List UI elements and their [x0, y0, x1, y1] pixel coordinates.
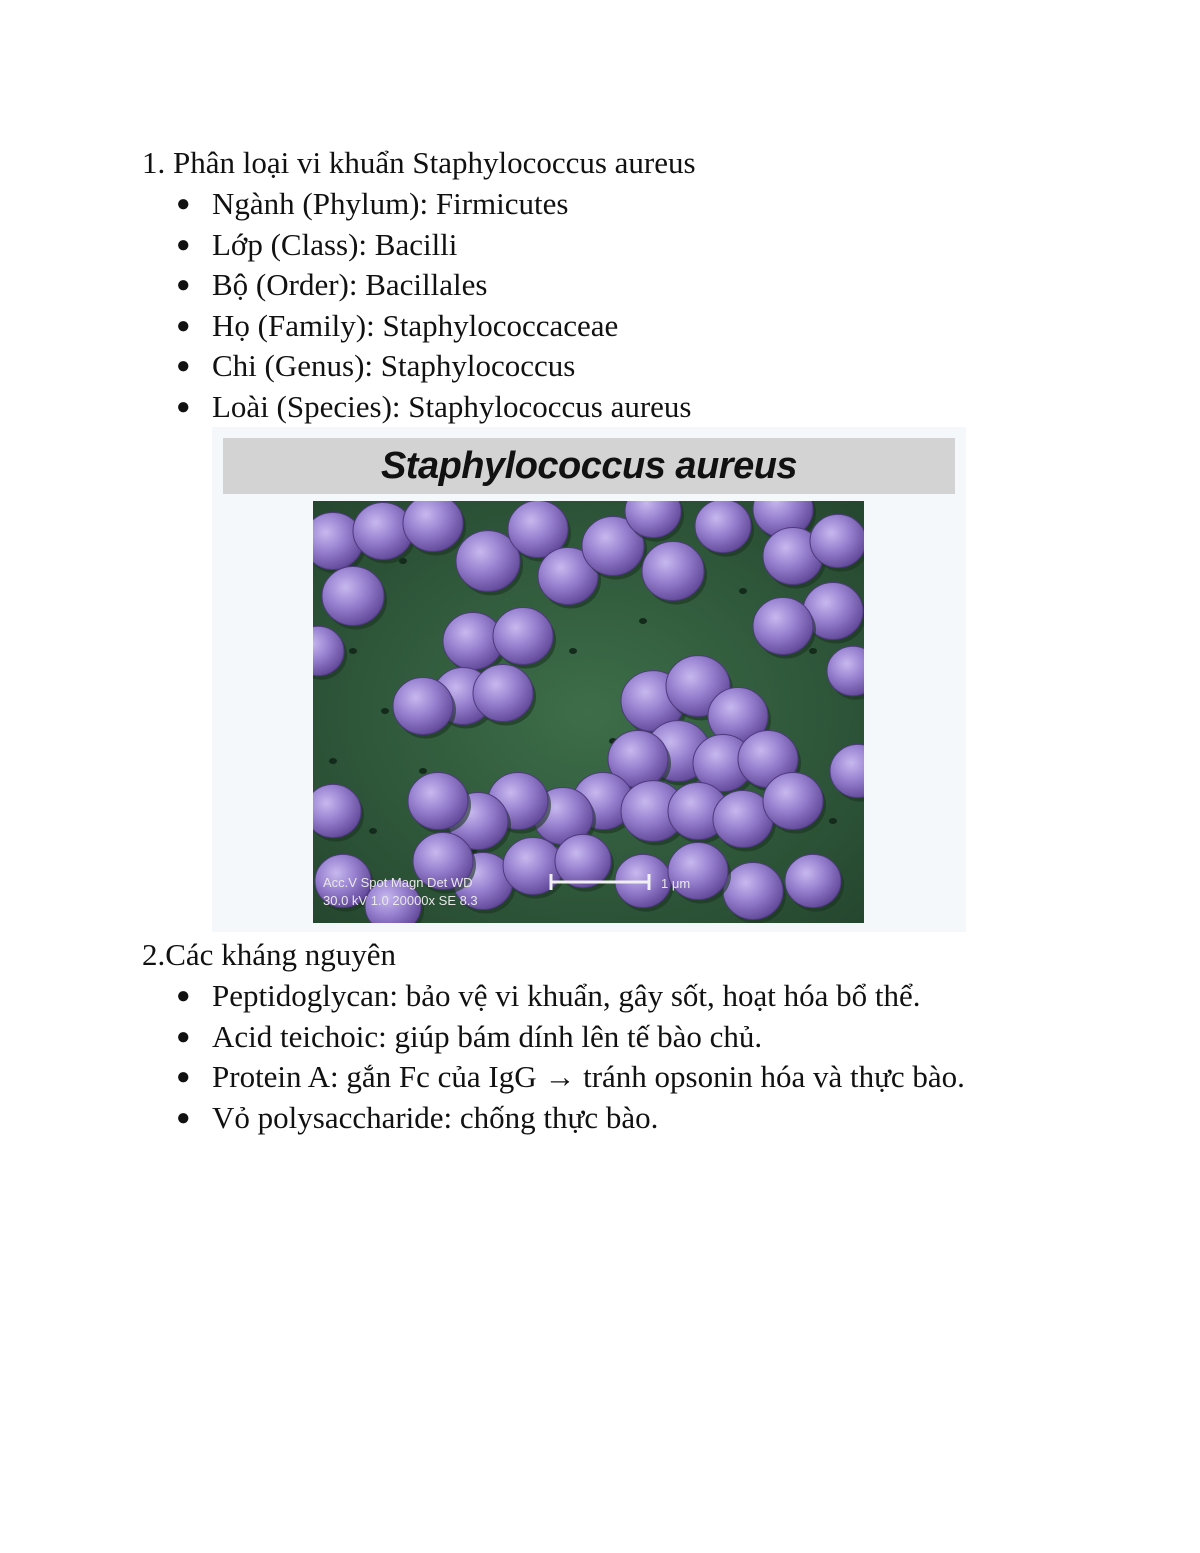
coccus-cell: [322, 567, 384, 626]
coccus-cell: [393, 678, 453, 735]
pore: [569, 648, 577, 654]
bullet-icon: ●: [176, 312, 191, 339]
section-1-heading: 1. Phân loại vi khuẩn Staphylococcus aureus: [142, 145, 696, 180]
pore: [369, 828, 377, 834]
sem-info-line-1: Acc.V Spot Magn Det WD: [323, 875, 473, 890]
bullet-icon: ●: [176, 1104, 191, 1131]
bullet-icon: ●: [176, 231, 191, 258]
list-item: ● Loài (Species): Staphylococcus aureus: [212, 387, 1012, 428]
coccus-cell: [403, 501, 463, 552]
bullet-icon: ●: [176, 272, 191, 299]
figure-title: Staphylococcus aureus: [380, 444, 798, 487]
scale-label: 1 μm: [661, 876, 691, 891]
pore: [639, 618, 647, 624]
coccus-cell: [753, 598, 813, 655]
list-item: ● Ngành (Phylum): Firmicutes: [212, 184, 1012, 225]
coccus-cell: [493, 608, 553, 665]
coccus-cell: [785, 854, 841, 907]
coccus-cell: [810, 514, 864, 567]
list-item: ● Protein A: gắn Fc của IgG → tránh opsonin hóa và thực bào.: [212, 1057, 1012, 1098]
bullet-icon: ●: [176, 393, 191, 420]
bullet-icon: ●: [176, 983, 191, 1009]
sem-info-line-2: 30.0 kV 1.0 20000x SE 8.3: [323, 893, 478, 908]
bullet-icon: ●: [176, 191, 191, 217]
figure-banner: [223, 438, 955, 494]
pore: [349, 648, 357, 654]
coccus-cell: [555, 834, 611, 887]
antigen-list: [176, 976, 1012, 1138]
coccus-cell: [642, 542, 704, 601]
coccus-cell: [763, 773, 823, 830]
coccus-cell: [503, 838, 563, 895]
bullet-icon: ●: [176, 1064, 191, 1091]
pore: [739, 588, 747, 594]
list-item: ● Họ (Family): Staphylococcaceae: [212, 306, 1012, 347]
pore: [419, 768, 427, 774]
list-item: ● Chi (Genus): Staphylococcus: [212, 346, 1012, 387]
pore: [329, 758, 337, 764]
pore: [381, 708, 389, 714]
sem-micrograph: [313, 501, 864, 923]
staphylococcus-figure: [212, 427, 966, 932]
list-item: ● Peptidoglycan: bảo vệ vi khuẩn, gây sốt, hoạt hóa bổ thể.: [212, 976, 1012, 1017]
bullet-icon: ●: [176, 353, 191, 380]
bullet-icon: ●: [176, 1023, 191, 1050]
coccus-cell: [408, 773, 468, 830]
micrograph-image: [313, 501, 864, 923]
list-item: ● Vỏ polysaccharide: chống thực bào.: [212, 1098, 1012, 1139]
list-item: ● Lớp (Class): Bacilli: [212, 225, 1012, 266]
list-item: ● Bộ (Order): Bacillales: [212, 265, 1012, 306]
pore: [809, 648, 817, 654]
coccus-cell: [723, 863, 783, 920]
classification-list: [176, 184, 1012, 428]
coccus-cell: [473, 665, 533, 722]
pore: [829, 818, 837, 824]
list-item: ● Acid teichoic: giúp bám dính lên tế bào chủ.: [212, 1017, 1012, 1058]
section-2-heading: 2.Các kháng nguyên: [142, 937, 396, 972]
coccus-cell: [695, 501, 751, 553]
